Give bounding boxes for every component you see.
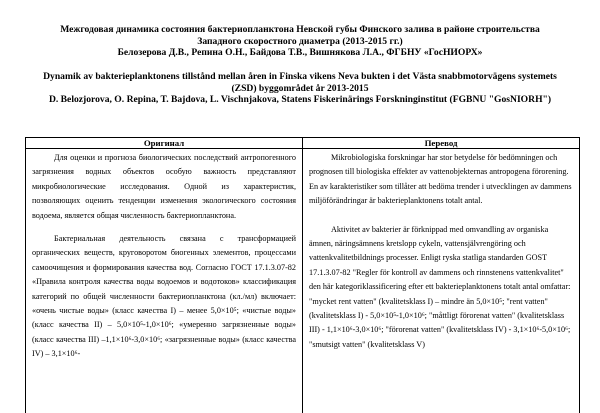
translation-cell	[303, 149, 580, 413]
authors-swedish: D. Belozjorova, O. Repina, T. Bajdova, L. Vischnjakova, Statens Fiskerinärings Forskninginstitut (FGBNU "GosNIORH")	[40, 94, 560, 106]
original-paragraph-1: Для оценки и прогноза биологических последствий антропогенного загрязнения водных объектов особую важность представляют микробиологические исследования. Одной из характеристик, позволяющих оценить тенденции изменения экологического состояния водоема, является общая численность бактериопланктона.	[32, 151, 296, 223]
table-row	[26, 149, 580, 413]
column-header-translation: Перевод	[303, 138, 580, 149]
paragraph-spacer	[309, 209, 573, 223]
original-cell	[26, 149, 303, 413]
table-header-row	[26, 138, 580, 149]
translation-paragraph-2: En av karakteristiker som tillåter att bedöma trender i utvecklingen av dammens miljöförändringar är bakterieplanktonens totalt antal.	[309, 180, 573, 209]
header-swedish	[40, 71, 560, 106]
column-header-original: Оригинал	[26, 138, 303, 149]
header-russian	[40, 24, 560, 59]
parallel-text-table	[25, 137, 580, 413]
translation-paragraph-1: Mikrobiologiska forskningar har stor betydelse för bedömningen och prognosen till biologiska effekter av vattenobjekternas antropogena förorening.	[309, 151, 573, 180]
title-swedish: Dynamik av bakterieplanktonens tillstånd mellan åren in Finska vikens Neva bukten i det Västa snabbmotorvägens systemets (ZSD) byggområdet år 2013-2015	[40, 71, 560, 94]
title-russian: Межгодовая динамика состояния бактериопланктона Невской губы Финского залива в районе строительства Западного скоростного диаметра (2013-2015 гг.)	[40, 24, 560, 47]
translation-paragraph-3: Aktivitet av bakterier är förknippad med omvandling av organiska ämnen, näringsämnens kretslopp cykeln, vattensjälvrengöring och vattenkvalitetbildnings processer. Enligt ryska statliga standarden GOST 17.1.3.07-82 "Regler för kontroll av dammens och rinnstenens vattenkvalitet" den här kategoriklassificering efter ett bakterieplanktonens totalt antal omfattar: "mycket rent vatten" (kvalitetsklass I) – mindre än 5,0×10⁵; "rent vatten" (kvalitetsklass I) - 5,0×10⁵-1,0×10⁶; "måttligt förorenat vatten" (kvalitetsklass III) - 1,1×10⁶-3,0×10⁶; "förorenat vatten" (kvalitetsklass IV) - 3,1×10⁶-5,0×10⁶; "smutsigt vatten" (kvalitetsklass V)	[309, 223, 573, 353]
authors-russian: Белозерова Д.В., Репина О.Н., Байдова Т.В., Вишнякова Л.А., ФГБНУ «ГосНИОРХ»	[40, 47, 560, 59]
original-paragraph-2: Бактериальная деятельность связана с трансформацией органических веществ, круговоротом биогенных элементов, процессами самоочищения и формирования качества вод. Согласно ГОСТ 17.1.3.07-82 «Правила контроля качества воды водоемов и водотоков» классификация категорий по общей численности бактериопланктона (кл./мл) включает: «очень чистые воды» (класс качества I) – менее 5,0×10⁵; «чистые воды» (класс качества II) – 5,0×10⁵-1,0×10⁶; «умеренно загрязненные воды» (класс качества III) –1,1×10⁶-3,0×10⁶; «загрязненные воды» (класс качества IV) – 3,1×10⁶-	[32, 232, 296, 362]
